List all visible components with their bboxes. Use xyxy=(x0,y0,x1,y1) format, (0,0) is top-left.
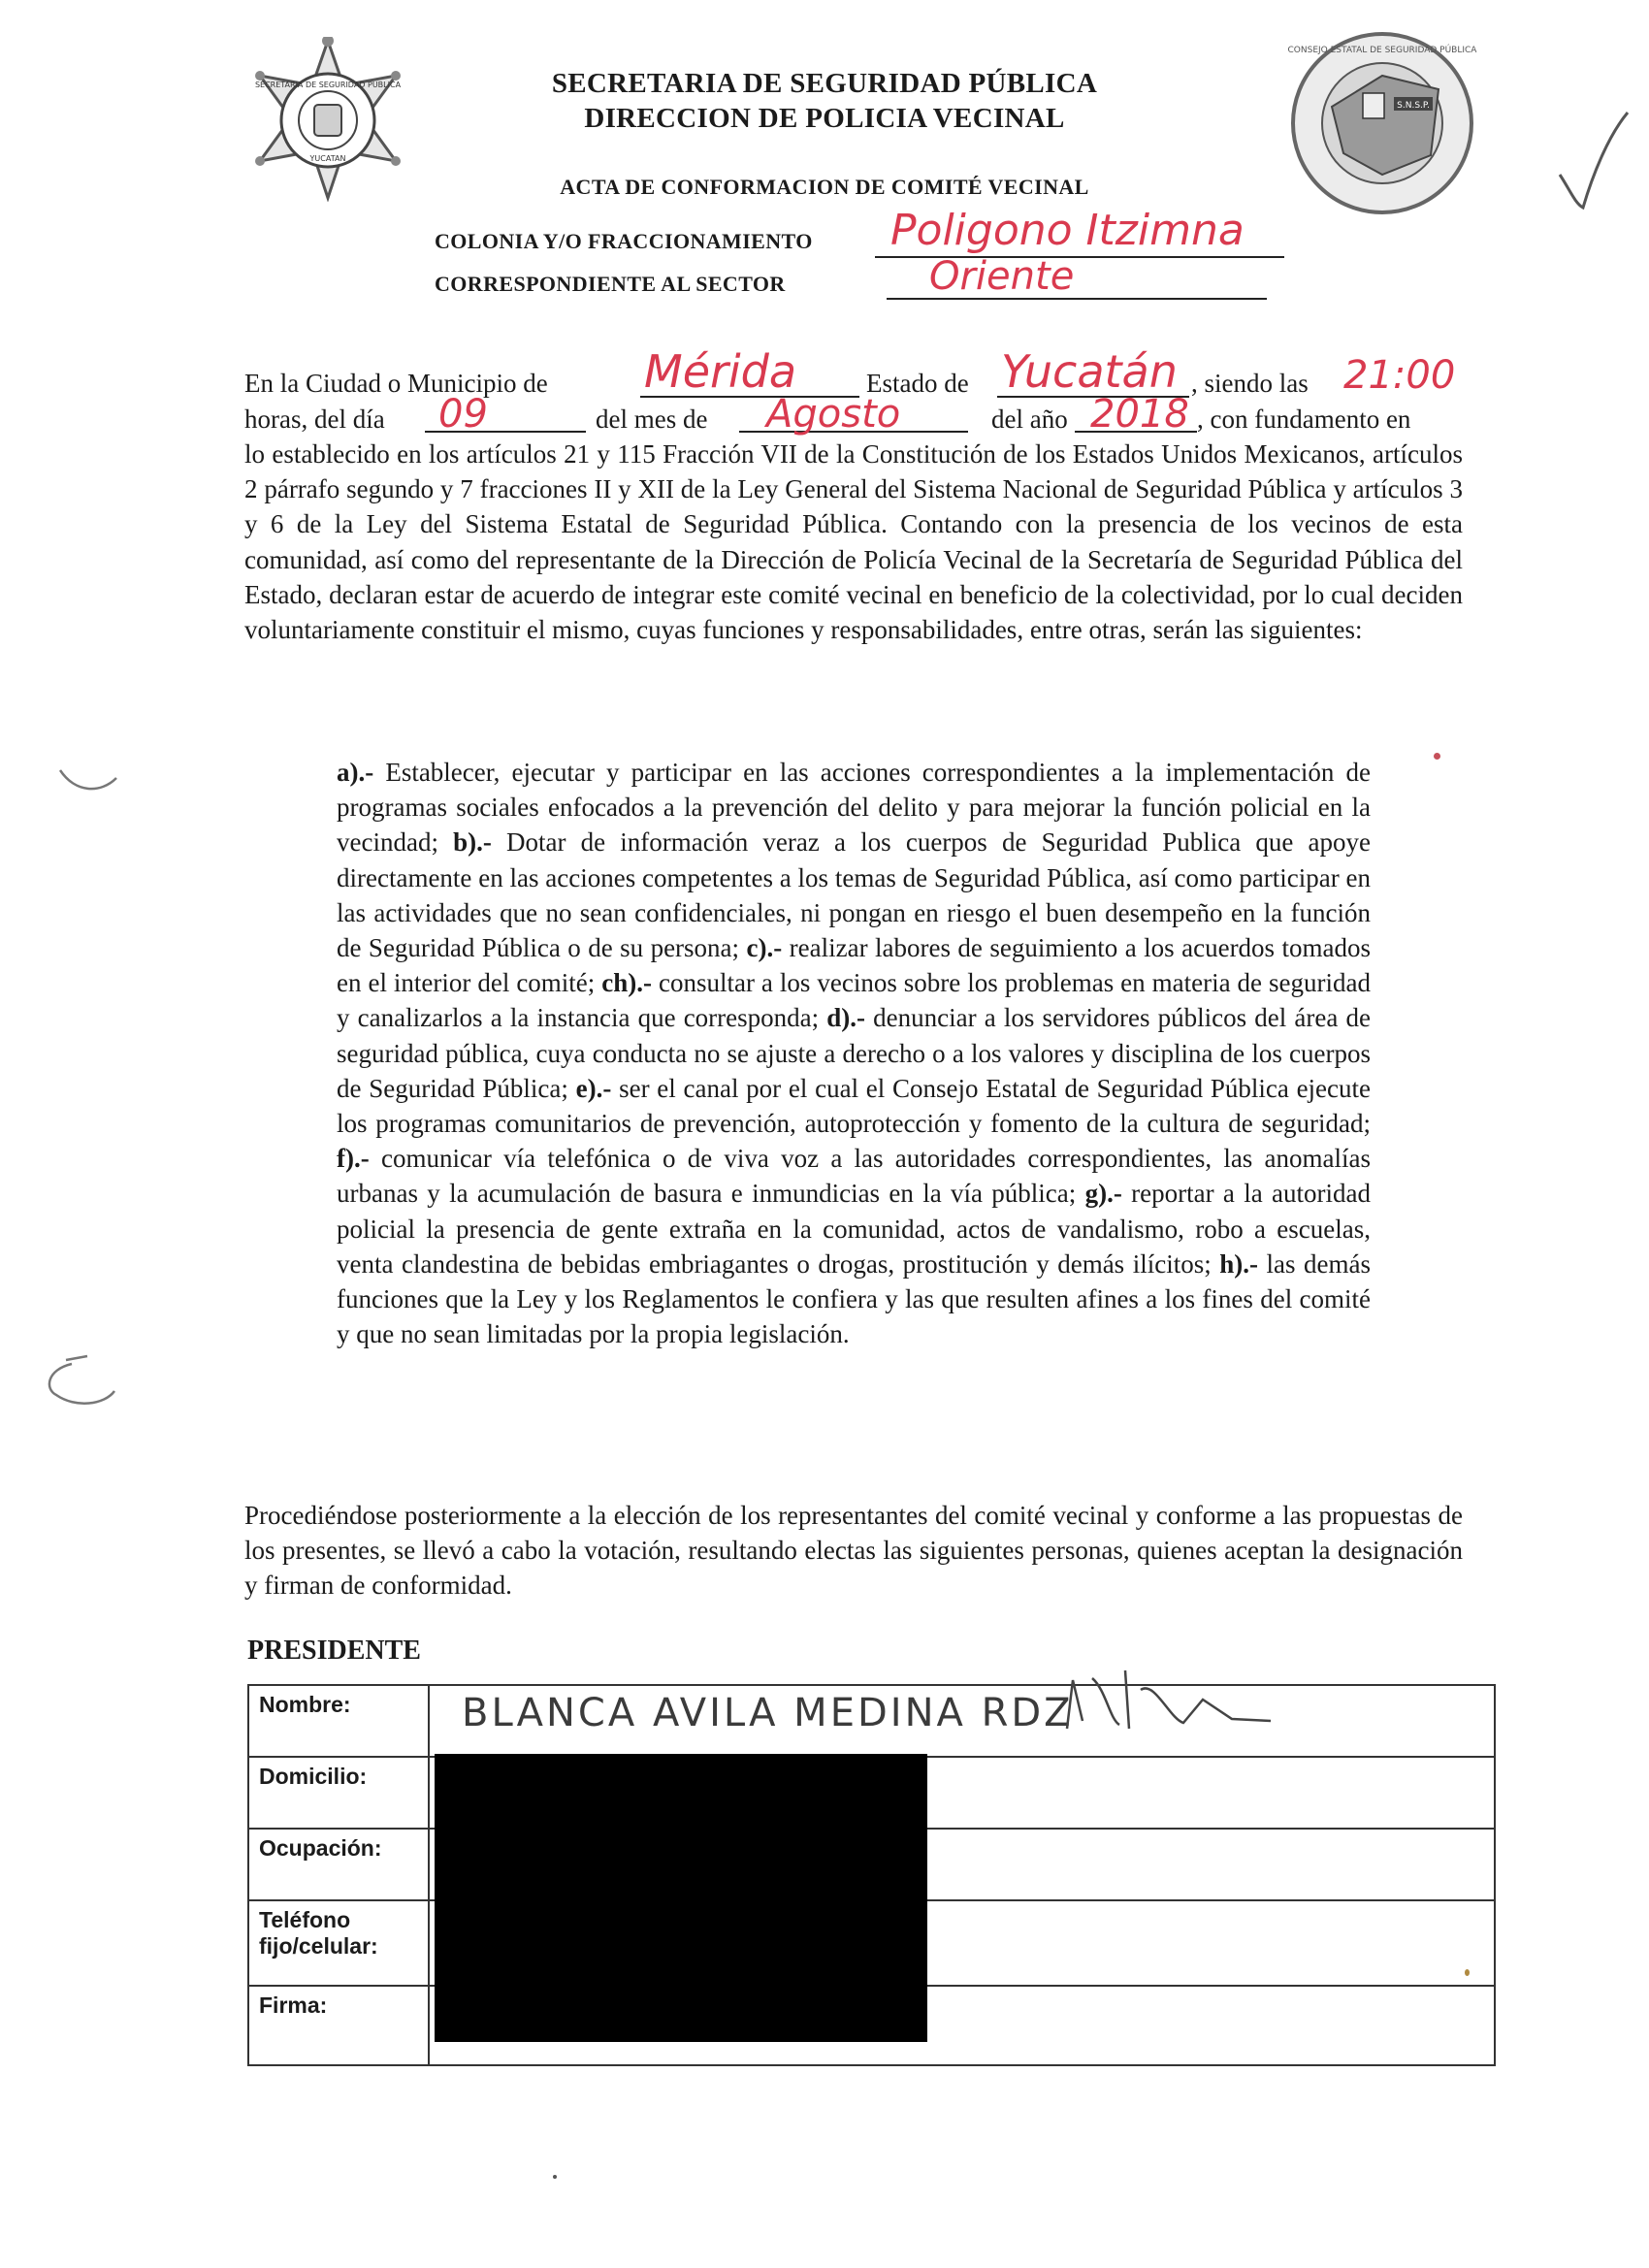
ocupacion-label: Ocupación: xyxy=(248,1829,429,1900)
snsp-badge: S.N.S.P. xyxy=(1397,101,1430,111)
document-title: ACTA DE CONFORMACION DE COMITÉ VECINAL xyxy=(560,175,1089,199)
function-d-label: d).- xyxy=(826,1003,866,1033)
margin-mark xyxy=(56,764,124,803)
left-seal-ring-text: SECRETARIA DE SEGURIDAD PUBLICA xyxy=(254,81,402,89)
firma-label: Firma: xyxy=(248,1986,429,2065)
function-f-label: f).- xyxy=(337,1144,370,1174)
month-value: Agosto xyxy=(766,392,901,437)
redaction-block xyxy=(435,1754,927,2042)
year-value: 2018 xyxy=(1090,392,1189,437)
intro-text-1: En la Ciudad o Municipio de xyxy=(244,369,548,398)
function-h-text: las demás funciones que la Ley y los Reglamentos le confiera y las que resulten afines a los fines del comité y que no sean limitadas por la propia legislación. xyxy=(337,1248,1371,1349)
intro-text-3: , siendo las xyxy=(1191,369,1309,398)
function-a-label: a).- xyxy=(337,758,374,787)
nombre-label: Nombre: xyxy=(248,1685,429,1757)
closing-paragraph: Procediéndose posteriormente a la elección de los representantes del comité vecinal y conforme a las propuestas de los presentes, se llevó a cabo la votación, resultando electas las siguientes personas, quienes aceptan la designación y firman de conformidad. xyxy=(244,1501,1463,1601)
speck xyxy=(1434,753,1440,760)
header-ministry: SECRETARIA DE SEGURIDAD PÚBLICA xyxy=(551,68,1098,99)
function-h-label: h).- xyxy=(1219,1248,1258,1279)
left-seal-bottom-text: YUCATAN xyxy=(309,154,346,163)
function-c-label: c).- xyxy=(746,933,783,963)
function-g-text: reportar a la autoridad policial la presencia de gente extraña en la comunidad, actos de vandalismo, robo a escuelas, venta clandestina de bebidas embriagantes o drogas, prostitución y demás ilícitos; xyxy=(337,1179,1372,1279)
functions-paragraph xyxy=(337,755,1371,1351)
function-e-text: ser el canal por el cual el Consejo Estatal de Seguridad Pública ejecute los programas comunitarios de prevención, autoprotección y fomento de la cultura de seguridad; xyxy=(337,1073,1372,1139)
colonia-label: COLONIA Y/O FRACCIONAMIENTO xyxy=(435,229,813,253)
function-ch-text: consultar a los vecinos sobre los problemas en materia de seguridad y canalizarlos a la instancia que corresponda; xyxy=(337,968,1371,1033)
function-b-text: Dotar de información veraz a los cuerpos de Seguridad Publica que apoye directamente en las acciones competentes a los temas de Seguridad Pública, así como participar en las actividades que no sean confidenciales, ni pongan en riesgo el buen desempeño en la función de Seguridad Pública o de su persona; xyxy=(337,827,1371,963)
intro-text-2: Estado de xyxy=(866,369,969,398)
domicilio-label: Domicilio: xyxy=(248,1757,429,1829)
sector-label: CORRESPONDIENTE AL SECTOR xyxy=(435,272,786,296)
function-ch-label: ch).- xyxy=(601,968,652,998)
signature-scribble xyxy=(1048,1661,1339,1748)
speck xyxy=(1465,1969,1470,1976)
function-b-label: b).- xyxy=(453,827,492,858)
function-c-text: realizar labores de seguimiento a los acuerdos tomados en el interior del comité; xyxy=(337,933,1372,998)
intro-paragraph: lo establecido en los artículos 21 y 115 Fracción VII de la Constitución de los Estados Unidos Mexicanos, artículos 2 párrafo segundo y 7 fracciones II y XII de la Ley General del Sistema Nacional de Seguridad Pública y artículos 3 y 6 de la Ley del Sistema Estatal de Seguridad Pública. Contando con la presencia de los vecinos de esta comunidad, así como del representante de la Dirección de Policía Vecinal de la Secretaría de Seguridad Pública del Estado, declaran estar de acuerdo de integrar este comité vecinal en beneficio de la colectividad, por lo cual deciden voluntariamente constituir el mismo, cuyas funciones y responsabilidades, entre otras, serán las siguientes: xyxy=(244,439,1463,645)
function-e-label: e).- xyxy=(575,1073,612,1103)
president-heading: PRESIDENTE xyxy=(247,1636,421,1666)
right-seal-ring-text: CONSEJO ESTATAL DE SEGURIDAD PÚBLICA xyxy=(1287,46,1477,55)
telefono-label: Teléfono fijo/celular: xyxy=(248,1900,429,1986)
intro-text-7: , con fundamento en xyxy=(1197,405,1411,434)
intro-text-6: del año xyxy=(991,405,1068,434)
time-value: 21:00 xyxy=(1343,353,1456,398)
header-direction: DIRECCION DE POLICIA VECINAL xyxy=(584,103,1065,134)
margin-mark xyxy=(37,1350,124,1418)
function-f-text: comunicar vía telefónica o de viva voz a las autoridades correspondientes, las anomalías urbanas y la acumulación de basura e inmundicias en la vía pública; xyxy=(337,1144,1371,1209)
nombre-value: BLANCA AVILA MEDINA RDZ xyxy=(462,1691,1074,1735)
intro-text-5: del mes de xyxy=(596,405,708,434)
colonia-value: Poligono Itzimna xyxy=(890,206,1245,255)
speck xyxy=(553,2175,557,2179)
city-value: Mérida xyxy=(644,345,797,398)
intro-text-4: horas, del día xyxy=(244,405,385,434)
function-d-text: denunciar a los servidores públicos del área de seguridad pública, cuya conducta no se ajuste a derecho o a los valores y disciplina de los cuerpos de Seguridad Pública; xyxy=(337,1003,1371,1103)
day-value: 09 xyxy=(438,392,488,437)
function-a-text: Establecer, ejecutar y participar en las acciones correspondientes a la implementación de programas sociales enfocados a la prevención del delito y para mejorar la función policial en la vecindad; xyxy=(337,758,1371,858)
state-value: Yucatán xyxy=(1001,345,1178,398)
sector-value: Oriente xyxy=(929,254,1075,299)
check-mark xyxy=(1550,107,1637,213)
function-g-label: g).- xyxy=(1084,1179,1122,1209)
